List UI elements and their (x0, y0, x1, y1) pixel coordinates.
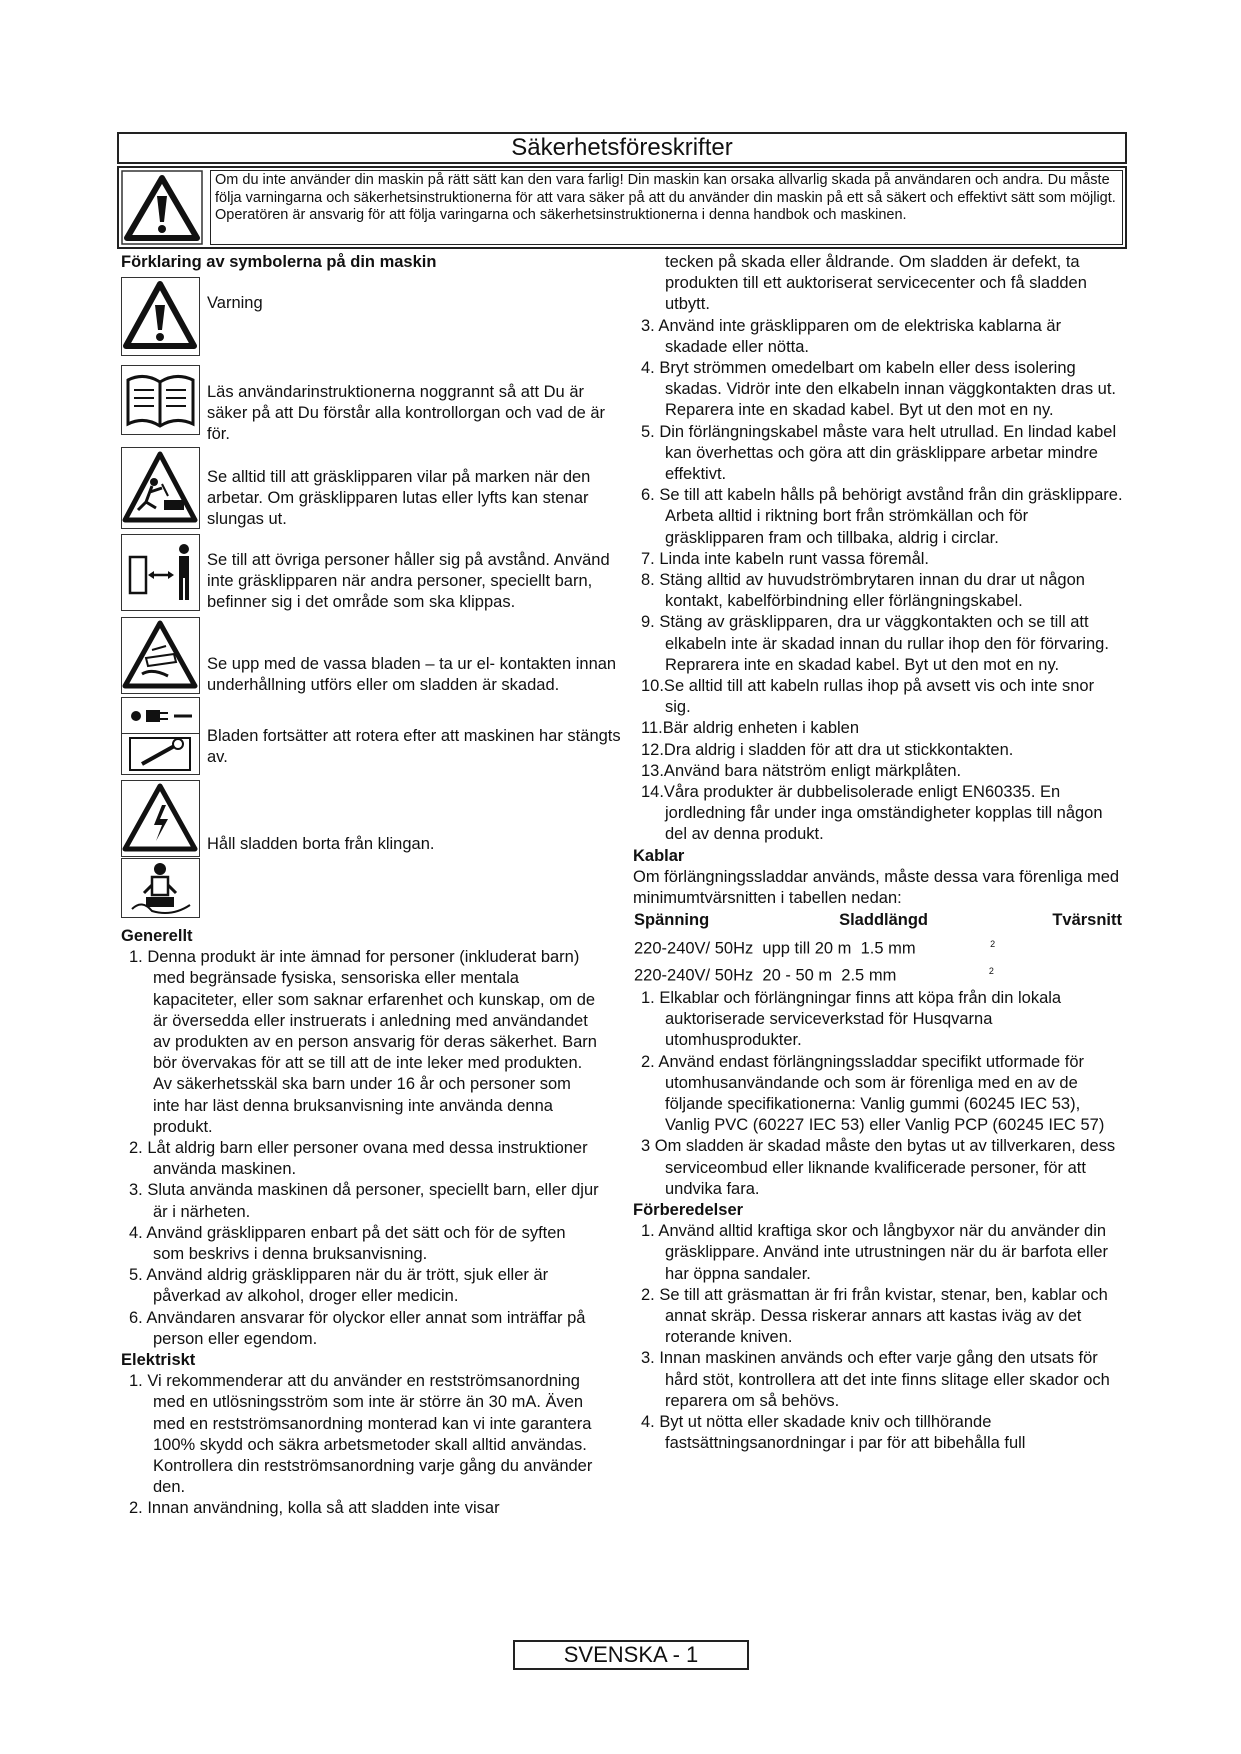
page-title: Säkerhetsföreskrifter (117, 132, 1127, 164)
intro-warning-text: Om du inte använder din maskin på rätt sätt kan den vara farlig! Din maskin kan orsaka allvarlig skada på användaren och andra. Du måste följa varningarna och säkerhetsinstruktionerna för att vara säker på att du använder din maskin på ett så säkert och effektivt sätt som möjligt. Operatören är ansvarig för att följa varingarna och säkerhetsinstruktionerna i denna handbok och maskinen. (210, 170, 1123, 245)
thrown-objects-icon (121, 447, 200, 529)
symbol-text-thrown-objects: Se alltid till att gräsklipparen vilar på marken när den arbetar. Om gräsklipparen lutas eller lyfts kan stenar slungas ut. (207, 468, 591, 529)
symbols-heading: Förklaring av symbolerna på din maskin (121, 253, 437, 271)
general-item-6: 6. Användaren ansvarar för olyckor eller annat som inträffar på person eller egendom. (129, 1308, 586, 1348)
cable-spec-table (633, 909, 1123, 988)
preparations-item-3: 3. Innan maskinen används och efter varje gång den utsats för hård stöt, kontrollera att det inte finns slitage eller skador och reparera om så behövs. (641, 1349, 1110, 1410)
electrical-item-1: 1. Vi rekommenderar att du använder en restströmsanordning med en utlösningsström som inte är större än 30 mA. Även med en restströmsanordning monterad kan vi inte garantera 100% skydd och säkra arbetsmetoder skall alltid användas. Kontrollera din restströmsanordning varje gång du använder den. (129, 1372, 593, 1497)
table-cell-superscript: 2 (990, 938, 996, 949)
manual-book-icon (121, 365, 200, 435)
wrench-icon (121, 733, 200, 775)
symbol-text-sharp-blades: Se upp med de vassa bladen – ta ur el- kontakten innan underhållning utförs eller om sladden är skadad. (207, 655, 617, 695)
electrical-item-9: 9. Stäng av gräsklipparen, dra ur väggkontakten och se till att elkabeln inte är skadad innan du rullar ihop den för förvaring. Reprarera inte en skadad kabel. Byt ut den mot en ny. (641, 613, 1109, 674)
electrical-item-8: 8. Stäng alltid av huvudströmbrytaren innan du drar ut någon kontakt, kabelförbindning eller förlängningskabel. (641, 571, 1085, 611)
cables-item-2: 2. Använd endast förlängningssladdar specifikt utformade för utomhusanvändande och som är förenliga med en av de följande specifikationerna: Vanlig gummi (60245 IEC 53), Vanlig PVC (60227 IEC 53) eller Vanlig PCP (60245 IEC 57) (641, 1052, 1105, 1135)
preparations-item-4: 4. Byt ut nötta eller skadade kniv och tillhörande fastsättningsanordningar i par för att bibehålla full (641, 1412, 1026, 1453)
table-cell-length: 20 - 50 m (762, 966, 833, 985)
preparations-item-2: 2. Se till att gräsmattan är fri från kvistar, stenar, ben, kablar och annat skräp. Dessa riskerar annars att kastas iväg av det roterande kniven. (641, 1285, 1108, 1347)
table-cell-voltage: 220-240V/ 50Hz (634, 966, 754, 985)
table-cell-crosssection: 2.5 mm (841, 966, 897, 985)
electrical-item-7: 7. Linda inte kabeln runt vassa föremål. (641, 549, 930, 568)
symbol-text-electric: Håll sladden borta från klingan. (207, 835, 435, 853)
electrical-item-10: 10.Se alltid till att kabeln rullas ihop på avsett vis och inte snor sig. (641, 677, 1095, 717)
cables-item-3: 3 Om sladden är skadad måste den bytas ut av tillverkaren, dess serviceombud eller liknande kvalificerade personer, för att undvika fara. (641, 1137, 1116, 1198)
preparations-heading: Förberedelser (633, 1200, 744, 1219)
electrical-item-14: 14.Våra produkter är dubbelisolerade enligt EN60335. En jordledning får under inga omständigheter kopplas till någon del av denna produkt. (641, 783, 1103, 844)
symbol-text-bystanders: Se till att övriga personer håller sig på avstånd. Använd inte gräsklipparen när andra personer, speciellt barn, befinner sig i det område som ska klippas. (207, 551, 610, 612)
preparations-item-1: 1. Använd alltid kraftiga skor och långbyxor när du använder din gräsklippare. Använd inte utrustningen när du är barfota eller har öppna sandaler. (641, 1222, 1109, 1283)
electrical-item-3: 3. Använd inte gräsklipparen om de elektriska kablarna är skadade eller nötta. (641, 316, 1062, 356)
left-column-text (121, 926, 601, 1520)
general-item-5: 5. Använd aldrig gräsklipparen när du är trött, sjuk eller är påverkad av alkohol, droger eller medicin. (129, 1266, 549, 1306)
cables-intro: Om förlängningssladdar används, måste dessa vara förenliga med minimumtvärsnitten i tabellen nedan: (633, 867, 1120, 908)
table-header-crosssection: Tvärsnitt (1052, 911, 1122, 930)
table-cell-length: upp till 20 m (762, 939, 852, 957)
general-item-3: 3. Sluta använda maskinen då personer, speciellt barn, eller djur är i närheten. (129, 1181, 599, 1221)
table-row (633, 960, 1123, 988)
right-column-text (633, 252, 1123, 1454)
electrical-item-2: 2. Innan användning, kolla så att sladden inte visar (129, 1499, 500, 1518)
electrical-item-5: 5. Din förlängningskabel måste vara helt utrullad. En lindad kabel kan överhettas och göra att din gräsklippare arbetar mindre effektivt. (641, 422, 1117, 484)
table-cell-crosssection: 1.5 mm (860, 939, 916, 957)
distance-bystanders-icon (121, 534, 200, 611)
warning-icon (121, 170, 203, 245)
table-header-voltage: Spänning (634, 911, 710, 930)
warning-symbol-icon (121, 277, 200, 356)
cables-heading: Kablar (633, 846, 685, 865)
symbol-text-manual: Läs användarinstruktionerna noggrannt så att Du är säker på att Du förstår alla kontrollorgan och vad de är för. (207, 383, 606, 444)
general-item-2: 2. Låt aldrig barn eller personer ovana med dessa instruktioner använda maskinen. (129, 1139, 588, 1179)
page-footer: SVENSKA - 1 (513, 1640, 749, 1670)
table-cell-superscript: 2 (988, 966, 994, 977)
general-item-4: 4. Använd gräsklipparen enbart på det sätt och för de syften som beskrivs i denna bruksanvisning. (129, 1223, 566, 1264)
plug-icon (121, 697, 200, 735)
general-heading: Generellt (121, 927, 193, 945)
general-item-1: 1. Denna produkt är inte ämnad for personer (inkluderat barn) med begränsade fysiska, sensoriska eller mentala kapaciteter, eller som saknar erfarenhet och kunskap, om de är översedda eller instruerats i anledning med användandet av produkten av en person ansvarig för deras säkerhet. Barn bör övervakas för att se till att de inte leker med produkten. Av säkerhetsskäl ska barn under 16 år och personer som inte har läst denna bruksanvisning inte använda denna produkt. (129, 948, 597, 1136)
electrical-heading: Elektriskt (121, 1351, 196, 1370)
cables-item-1: 1. Elkablar och förlängningar finns att köpa från din lokala auktoriserade serviceverkstad för Husqvarna utomhusprodukter. (641, 988, 1062, 1050)
electric-shock-icon (121, 780, 200, 857)
symbol-text-warning: Varning (207, 294, 263, 312)
sharp-blades-icon (121, 617, 200, 694)
electrical-item-13: 13.Använd bara nätström enligt märkplåten. (641, 761, 962, 780)
symbol-text-rotating-blades: Bladen fortsätter att rotera efter att maskinen har stängts av. (207, 727, 621, 767)
table-row (633, 933, 1123, 961)
table-header-length: Sladdlängd (839, 911, 929, 930)
table-cell-voltage: 220-240V/ 50Hz (634, 939, 754, 957)
electrical-item-6: 6. Se till att kabeln hålls på behörigt avstånd från din gräsklippare. Arbeta alltid i riktning bort från strömkällan och för gräsklipparen fram och tillbaka, aldrig i circlar. (641, 486, 1123, 547)
electrical-item-2-cont: tecken på skada eller åldrande. Om sladden är defekt, ta produkten till ett auktoriserat servicecenter och få sladden utbytt. (665, 253, 1087, 314)
electrical-item-11: 11.Bär aldrig enheten i kablen (641, 719, 860, 738)
electrical-item-4: 4. Bryt strömmen omedelbart om kabeln eller dess isolering skadas. Vidrör inte den elkabeln innan väggkontakten dras ut. Reparera inte en skadad kabel. Byt ut den mot en ny. (641, 359, 1116, 420)
electrical-item-12: 12.Dra aldrig i sladden för att dra ut stickkontakten. (641, 740, 1014, 759)
table-header-row (633, 909, 1123, 932)
cord-person-icon (121, 858, 200, 918)
